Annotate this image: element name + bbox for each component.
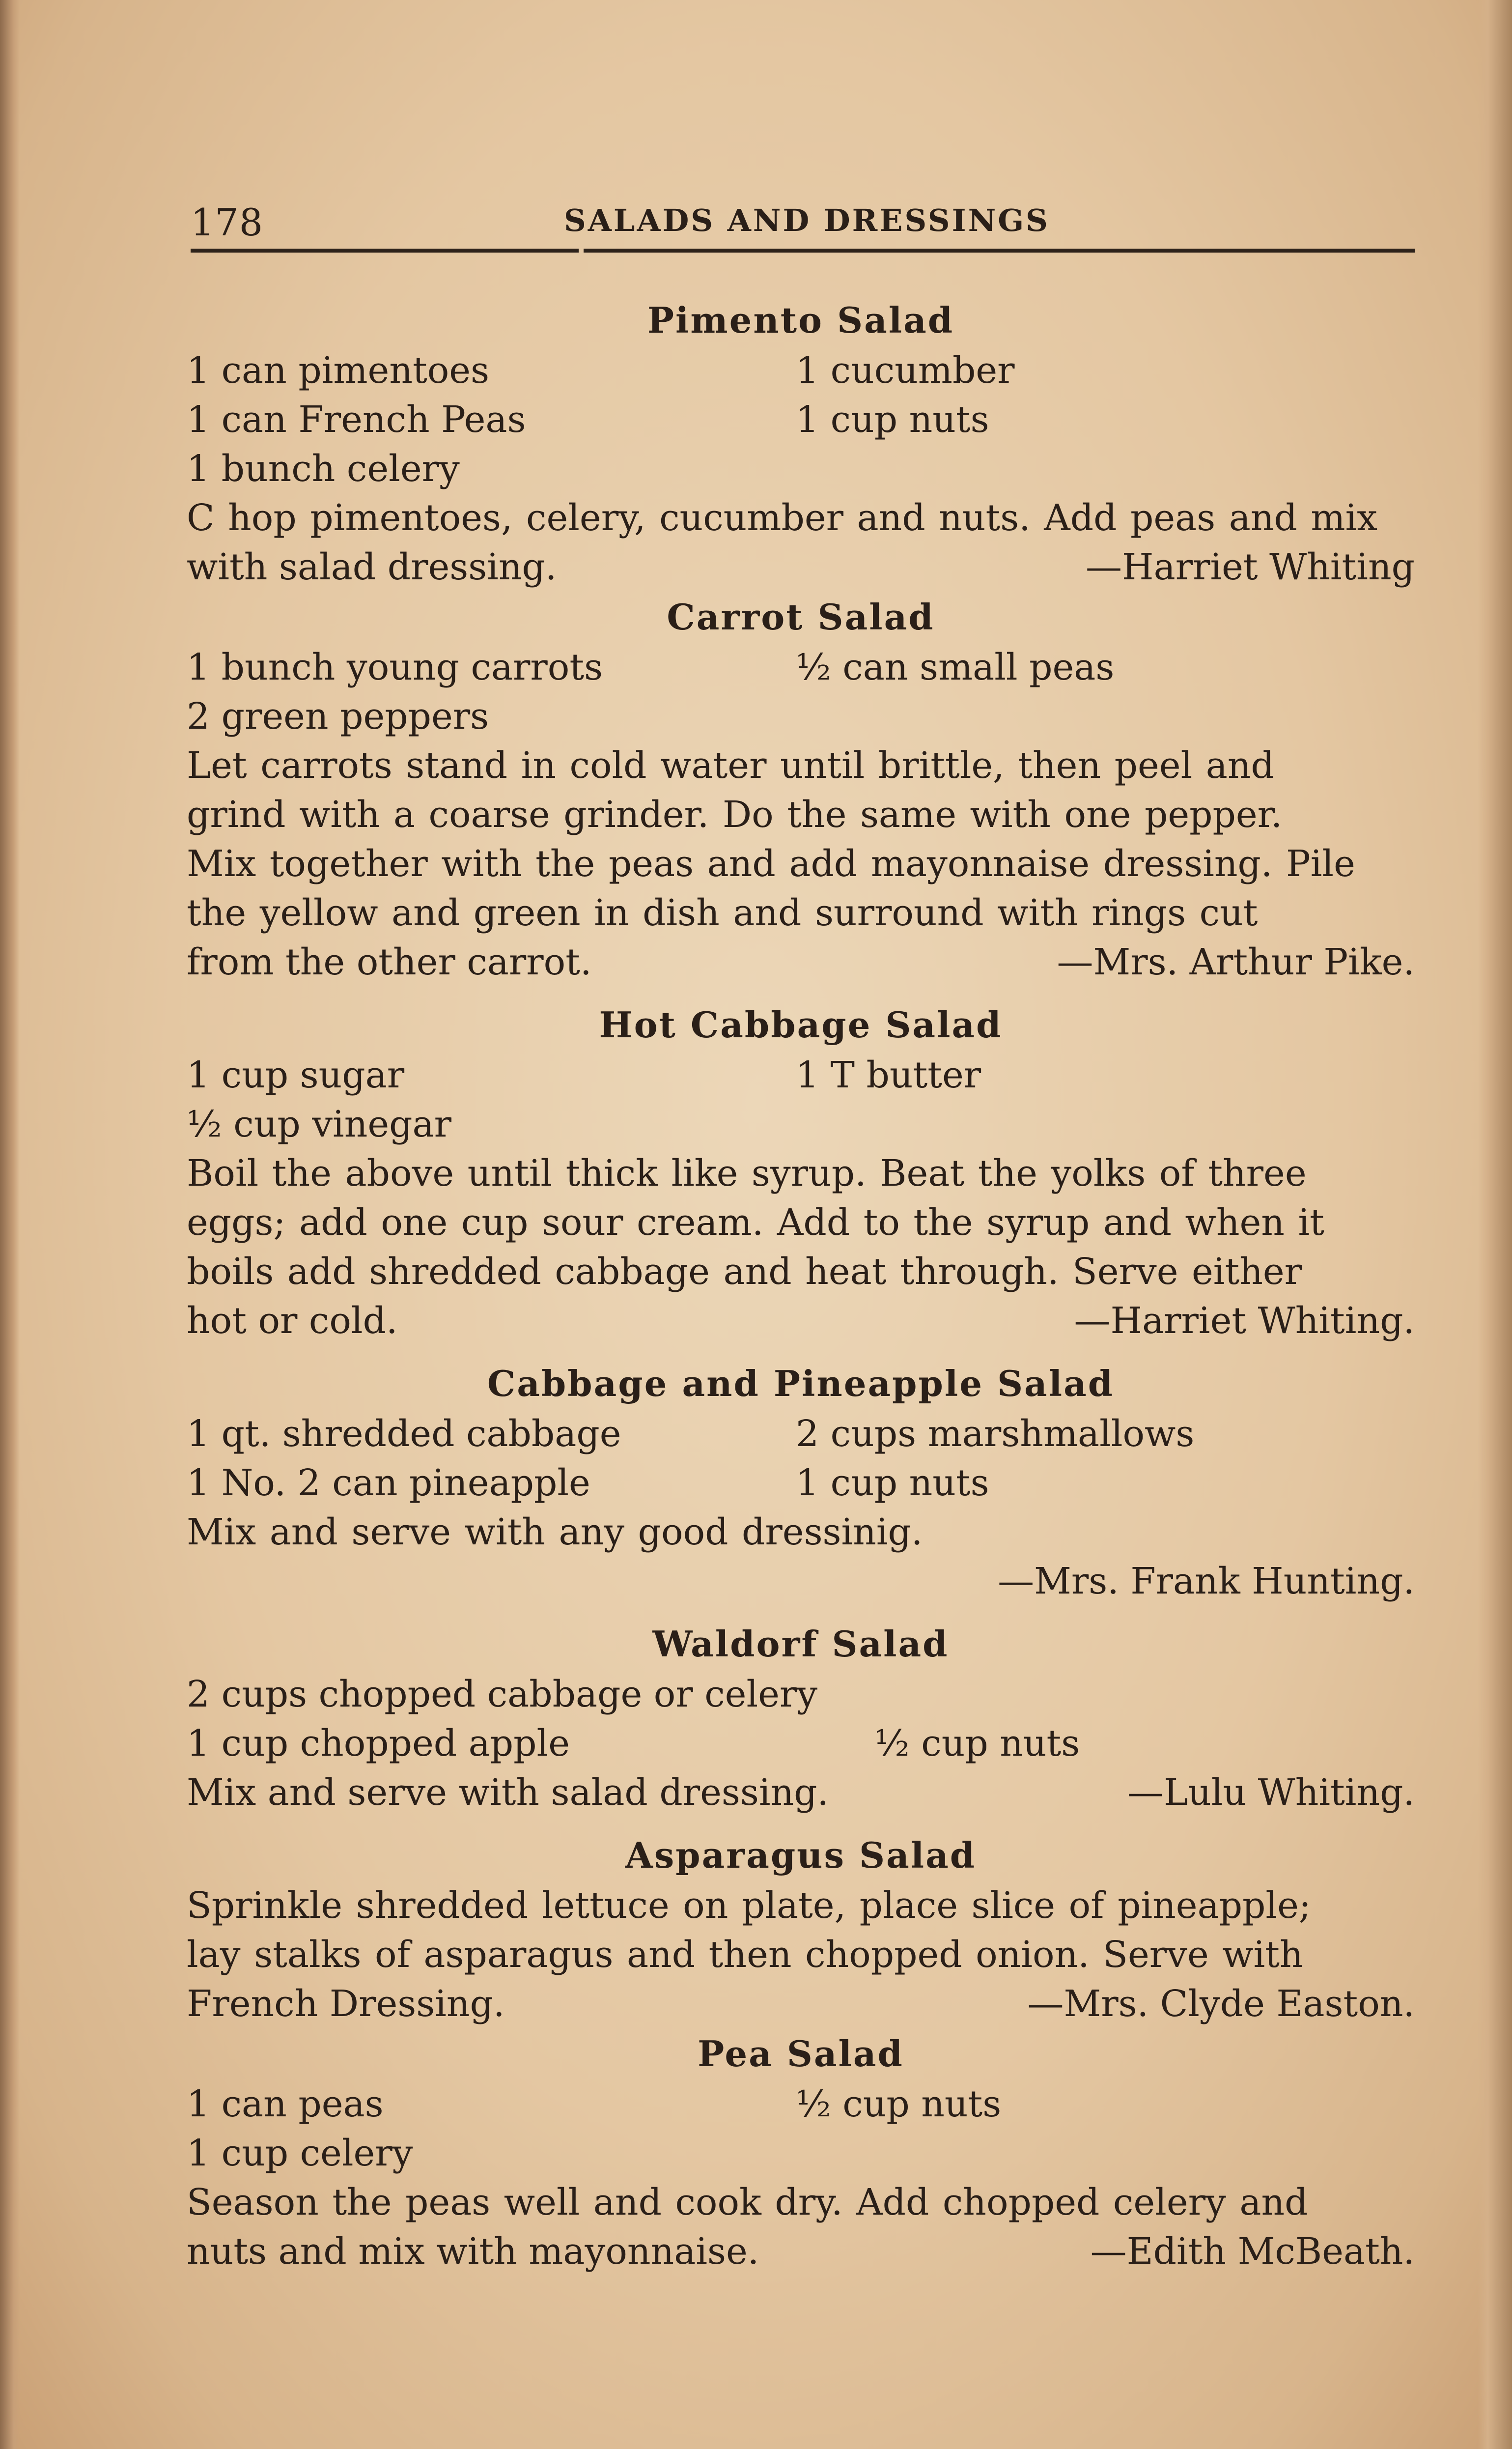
instruction-line: Season the peas well and cook dry. Add chopped celery and xyxy=(187,2181,1308,2223)
ingredient-row xyxy=(187,1409,1415,1458)
header-rule-right xyxy=(584,249,1415,253)
ingredient-row xyxy=(187,395,1415,444)
ingredient xyxy=(796,444,1415,493)
ingredient-row xyxy=(187,1719,1415,1768)
ingredient-row xyxy=(187,1051,1415,1100)
recipe-list xyxy=(187,295,1415,2276)
instruction-line: boils add shredded cabbage and heat through. Serve either xyxy=(187,1251,1302,1293)
ingredient: 1 can French Peas xyxy=(187,399,526,441)
ingredient: ½ cup nuts xyxy=(796,2083,1002,2125)
ingredient: 1 can pimentoes xyxy=(187,349,490,392)
ingredient: 1 cup celery xyxy=(187,2132,413,2174)
header-rule-left xyxy=(191,249,579,253)
ingredient: 1 cup nuts xyxy=(796,399,989,441)
instruction-last-line xyxy=(187,1979,1415,2028)
instruction-text: from the other carrot. xyxy=(187,941,592,983)
attribution: —Edith McBeath. xyxy=(1090,2230,1415,2273)
recipe-title: Pea Salad xyxy=(698,2033,904,2075)
recipe-cabbage-pineapple-salad xyxy=(187,1358,1415,1606)
ingredient xyxy=(796,1100,1415,1149)
attribution: —Harriet Whiting xyxy=(1086,546,1415,588)
instruction-last-line xyxy=(187,1296,1415,1345)
page-header xyxy=(191,191,1415,257)
ingredient: ½ cup nuts xyxy=(874,1722,1080,1765)
recipe-waldorf-salad xyxy=(187,1619,1415,1817)
ingredient-row xyxy=(187,1458,1415,1508)
instruction-line: eggs; add one cup sour cream. Add to the syrup and when it xyxy=(187,1201,1324,1244)
ingredient: 1 qt. shredded cabbage xyxy=(187,1413,621,1455)
instruction-line: Mix and serve with any good dressinig. xyxy=(187,1511,923,1553)
page-edge-right xyxy=(1478,0,1512,2449)
instruction-text: nuts and mix with mayonnaise. xyxy=(187,2230,759,2273)
ingredient-row xyxy=(187,692,1415,741)
instruction-text: Mix and serve with salad dressing. xyxy=(187,1771,829,1814)
ingredient: 1 No. 2 can pineapple xyxy=(187,1462,590,1504)
attribution: —Mrs. Clyde Easton. xyxy=(1027,1983,1415,2025)
ingredient: 1 cucumber xyxy=(796,349,1015,392)
recipe-title: Waldorf Salad xyxy=(652,1623,949,1665)
ingredient-row xyxy=(187,2079,1415,2129)
ingredient-row xyxy=(187,346,1415,395)
ingredient: 1 T butter xyxy=(796,1054,981,1096)
recipe-title: Asparagus Salad xyxy=(625,1834,977,1876)
attribution: —Lulu Whiting. xyxy=(1127,1771,1415,1814)
recipe-carrot-salad xyxy=(187,592,1415,987)
ingredient: 1 bunch young carrots xyxy=(187,646,603,688)
instruction-line: C hop pimentoes, celery, cucumber and nuts. Add peas and mix xyxy=(187,497,1378,539)
instruction-last-line xyxy=(187,1768,1415,1817)
instruction-last-line xyxy=(187,938,1415,987)
instruction-line: Sprinkle shredded lettuce on plate, place slice of pineapple; xyxy=(187,1884,1311,1927)
recipe-asparagus-salad xyxy=(187,1830,1415,2028)
ingredient: 1 cup chopped apple xyxy=(187,1722,570,1765)
ingredient xyxy=(796,2129,1415,2178)
ingredient-row xyxy=(187,2129,1415,2178)
recipe-title: Carrot Salad xyxy=(667,596,935,638)
ingredient: 1 cup sugar xyxy=(187,1054,405,1096)
ingredient-row xyxy=(187,444,1415,493)
ingredient-row xyxy=(187,1100,1415,1149)
instruction-line: the yellow and green in dish and surround with rings cut xyxy=(187,892,1258,934)
attribution: —Mrs. Frank Hunting. xyxy=(998,1560,1415,1602)
instruction-line: Mix together with the peas and add mayonnaise dressing. Pile xyxy=(187,843,1355,885)
instruction-last-line xyxy=(187,2227,1415,2276)
running-title: SALADS AND DRESSINGS xyxy=(564,202,1050,238)
recipe-pea-salad xyxy=(187,2028,1415,2276)
page-number: 178 xyxy=(191,200,264,244)
attribution: —Harriet Whiting. xyxy=(1074,1300,1415,1342)
instruction-line: Let carrots stand in cold water until brittle, then peel and xyxy=(187,744,1274,787)
instruction-text: with salad dressing. xyxy=(187,546,557,588)
ingredient-row xyxy=(187,1670,1415,1719)
ingredient: ½ can small peas xyxy=(796,646,1115,688)
ingredient: 1 can peas xyxy=(187,2083,384,2125)
instruction-text: hot or cold. xyxy=(187,1300,398,1342)
ingredient: 2 cups marshmallows xyxy=(796,1413,1195,1455)
recipe-title: Hot Cabbage Salad xyxy=(599,1004,1003,1046)
ingredient: 2 cups chopped cabbage or celery xyxy=(187,1673,818,1715)
recipe-title: Cabbage and Pineapple Salad xyxy=(487,1363,1115,1404)
instruction-last-line xyxy=(187,542,1415,592)
ingredient-row xyxy=(187,643,1415,692)
instruction-line: grind with a coarse grinder. Do the same with one pepper. xyxy=(187,794,1283,836)
recipe-title: Pimento Salad xyxy=(647,299,954,341)
instruction-line: lay stalks of asparagus and then chopped onion. Serve with xyxy=(187,1934,1303,1976)
instruction-line: Boil the above until thick like syrup. Beat the yolks of three xyxy=(187,1152,1307,1195)
page-edge-left xyxy=(0,0,20,2449)
ingredient: 2 green peppers xyxy=(187,695,489,738)
instruction-text: French Dressing. xyxy=(187,1983,505,2025)
ingredient: 1 bunch celery xyxy=(187,448,460,490)
ingredient: ½ cup vinegar xyxy=(187,1103,452,1145)
attribution: —Mrs. Arthur Pike. xyxy=(1057,941,1415,983)
recipe-hot-cabbage-salad xyxy=(187,999,1415,1345)
ingredient: 1 cup nuts xyxy=(796,1462,989,1504)
ingredient xyxy=(796,692,1415,741)
recipe-pimento-salad xyxy=(187,295,1415,592)
